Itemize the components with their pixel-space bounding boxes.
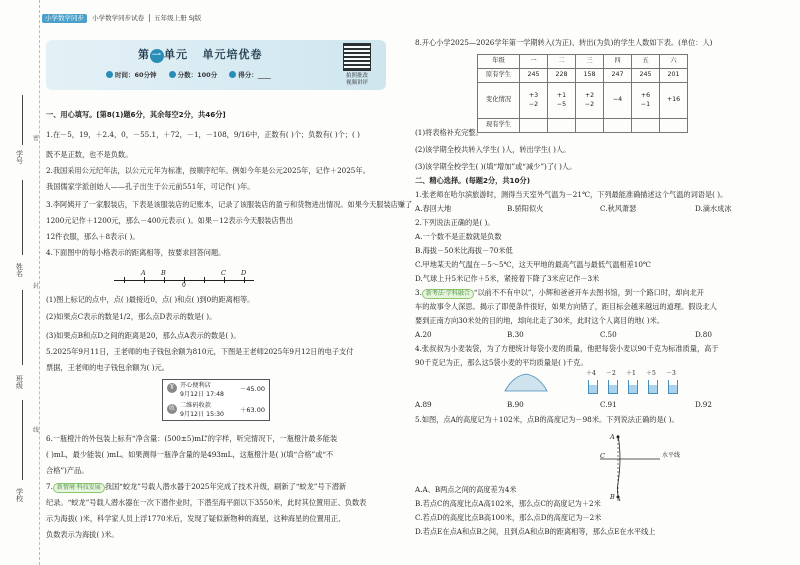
choice-4: 4.张叔叔为小麦装袋，为了方便统计每袋小麦的质量，他把每袋小麦以90千克为标准质量，高于 xyxy=(415,344,719,353)
q6-line2: ( )mL，最少能装( )mL。如果测得一瓶净含量的是493mL，这瓶橙汁是( )(填“合格”或“不 xyxy=(46,450,334,459)
series-title: 小学数学同步试卷 xyxy=(92,14,145,22)
unit-prefix: 第 xyxy=(138,48,150,61)
fill-line xyxy=(22,95,23,145)
change-value: −1 xyxy=(640,100,651,108)
table-header-cell: 一 xyxy=(520,55,548,69)
pen-icon xyxy=(229,71,236,78)
context-tag: 新情境·科技发展 xyxy=(53,483,105,493)
q3-line3: 12件衣服，那么＋8表示( )。 xyxy=(46,232,140,241)
point-d: D xyxy=(241,269,247,277)
q2-line2: 我国儒家学派创始人——孔子出生于公元前551年，可记作( )年。 xyxy=(46,182,255,191)
section-1-heading: 一、用心填写。[第8(1)题6分，其余每空2分，共46分] xyxy=(46,110,226,119)
q7-line2: 纪录。“蛟龙”号载人潜水器在一次下潜作业时，下潜至海平面以下3550米，此时其位置用正、负数表 xyxy=(46,498,367,507)
table-cell: 247 xyxy=(604,69,632,83)
point-c: C xyxy=(221,269,226,277)
table-cell-blank[interactable] xyxy=(576,119,604,133)
sea-level-label: 水平线 xyxy=(662,452,681,459)
fill-line xyxy=(22,400,23,480)
q4-part-2 xyxy=(46,312,216,322)
receipt-merchant: 开心便利店 xyxy=(180,382,211,389)
q1-text: 1.在－5，19，＋2.4，0，－55.1，＋72，－1，－108， xyxy=(46,130,234,139)
shop-icon: ¥ xyxy=(167,383,177,393)
row-label: 现有学生 xyxy=(478,119,520,133)
table-cell-blank[interactable] xyxy=(548,119,576,133)
receipt-time: 9月12日 17:48 xyxy=(180,391,224,398)
unit-title xyxy=(138,48,263,63)
bag-icon xyxy=(608,380,618,394)
score-icon xyxy=(169,71,176,78)
choice-5-option-d[interactable]: D.若点E在点A和点B之间，且到点A和点B的距离相等，那么点E在水平线上 xyxy=(415,527,656,536)
choice-4-option-b[interactable]: B.90 xyxy=(507,400,524,409)
table-cell: 228 xyxy=(548,69,576,83)
choice-5-option-c[interactable]: C.若点D的高度比点B高100米，那么点D的高度记为－2米 xyxy=(415,513,602,522)
table-cell: 201 xyxy=(660,69,688,83)
table-header-cell: 六 xyxy=(660,55,688,69)
change-value: −4 xyxy=(612,96,623,104)
school-label: 学校 xyxy=(15,488,24,502)
q1-line2: 既不是正数，也不是负数。 xyxy=(46,150,133,159)
q6-line3: 合格”)产品。 xyxy=(46,466,89,475)
qr-code-icon[interactable] xyxy=(343,43,371,71)
bag-value: ＋1 xyxy=(626,370,636,377)
table-cell-blank[interactable] xyxy=(604,119,632,133)
exam-title: 单元培优卷 xyxy=(202,48,263,61)
choice-1-option-c[interactable]: C.秋风萧瑟 xyxy=(600,204,637,213)
choice-2: 2.下列说法正确的是( )。 xyxy=(415,218,495,227)
table-header-cell: 三 xyxy=(576,55,604,69)
time-limit: 时间：60分钟 xyxy=(115,71,157,79)
q1-text-cont: 中，正数有( )个；负数有( )个；( ) xyxy=(249,130,360,139)
choice-3-option-a[interactable]: A.20 xyxy=(415,330,432,339)
unit-suffix: 单元 xyxy=(164,48,188,61)
score-field[interactable]: 得分：____ xyxy=(238,71,271,79)
q7-line3: 示为海拔( )米，科学家人员上浮1770米后，发现了疑似新物种的海星，这种海星的位置用正、 xyxy=(46,514,346,523)
class-label: 班级 xyxy=(15,375,24,389)
tick xyxy=(244,277,245,283)
choice-3-line3: 要到正南方向30米处的目的地，却向北走了30米，此时这个人离目的地( )米。 xyxy=(415,316,665,325)
table-cell xyxy=(604,83,632,119)
question-5: 5.2025年9月11日，王老师的电子钱包余额为810元，下图是王老师2025年9月12日的电子支付 xyxy=(46,347,354,356)
choice-4-option-c[interactable]: C.91 xyxy=(600,400,617,409)
q7-line4: 负数表示为海拔( )米。 xyxy=(46,530,119,539)
row-label: 变化情况 xyxy=(478,83,520,119)
fill-line xyxy=(22,290,23,365)
tick xyxy=(224,277,225,283)
point-a: A xyxy=(141,269,146,277)
table-cell-blank[interactable] xyxy=(520,119,548,133)
change-value: +6 xyxy=(640,92,651,100)
q3-line2: 1200元记作＋1200元，那么－400元表示( )。如果－12表示今天服装店售出 xyxy=(46,216,294,225)
change-value: −5 xyxy=(556,100,567,108)
receipt-amount: ＋63.00 xyxy=(239,406,265,414)
table-header-cell: 四 xyxy=(604,55,632,69)
change-value: +2 xyxy=(584,92,595,100)
bag-value: －3 xyxy=(666,370,676,377)
context-tag: 新考法·学科融合 xyxy=(422,289,474,299)
question-2: 2.我国采用公元纪年法，以公元元年为标准，按顺序纪年。例如今年是公元2025年，记作＋2025年。 xyxy=(46,166,370,175)
point-b-label: B xyxy=(610,493,615,501)
table-header-cell: 五 xyxy=(632,55,660,69)
question-8: 8.开心小学2025—2026学年第一学期转入(为正)、转出(为负)的学生人数如下表。(单位：人) xyxy=(415,38,713,47)
table-cell xyxy=(660,83,688,119)
choice-2-option-c[interactable]: C.甲地某天的气温在－5～5℃，这天甲地的最高气温与最低气温相差10℃ xyxy=(415,260,651,269)
q7-text: 我国“蛟龙”号载人潜水器于2025年完成了技术升级，刷新了“蛟龙”号下潜新 xyxy=(104,482,347,491)
q1-fraction: 9/16 xyxy=(233,130,250,139)
q8-part-1: (1)将表格补充完整。 xyxy=(415,128,483,137)
choice-1-option-a[interactable]: A.春回大地 xyxy=(415,204,452,213)
table-cell-blank[interactable] xyxy=(660,119,688,133)
qr-caption xyxy=(336,73,378,86)
bag-icon xyxy=(628,380,638,394)
seal-char: 封 xyxy=(33,283,40,290)
table-row xyxy=(478,119,688,133)
total-score: 分数：100分 xyxy=(177,71,218,79)
receipt-time: 9月12日 15:30 xyxy=(180,411,224,418)
choice-3-option-b[interactable]: B.30 xyxy=(507,330,524,339)
change-value: −2 xyxy=(584,100,595,108)
page-header xyxy=(42,14,201,26)
s3-text: “以前不不有中以”，小辉和爸爸开车去图书馆，到一个路口时，却向北开 xyxy=(473,288,704,297)
choice-3-line2: 车的故事令人深思。揭示了即使条件很好，如果方向错了，距目标会越来越远的道理。假设北人 xyxy=(415,302,717,311)
height-diagram xyxy=(590,433,710,503)
table-row xyxy=(478,69,688,83)
exam-meta xyxy=(106,71,281,80)
change-value: +3 xyxy=(528,92,539,100)
choice-2-option-b[interactable]: B.海拔－50米比海拔－70米低 xyxy=(415,246,513,255)
q4-2-text: (2)如果点C表示的数是 xyxy=(46,312,120,321)
q4-part-3: (3)如果点B和点D之间的距离是20，那么点A表示的数是( )。 xyxy=(46,331,241,340)
table-cell-blank[interactable] xyxy=(632,119,660,133)
choice-2-option-a[interactable]: A.一个数不是正数就是负数 xyxy=(415,232,502,241)
table-cell xyxy=(632,83,660,119)
choice-2-option-d[interactable]: D.气球上升5米记作＋5米，紧接着下降了3米应记作－3米 xyxy=(415,274,600,283)
choice-4-option-d[interactable]: D.92 xyxy=(695,400,712,409)
table-row xyxy=(478,83,688,119)
choice-5-option-b[interactable]: B.若点C的高度比点A高102米，那么点C的高度记为＋2米 xyxy=(415,499,601,508)
receipt-merchant: 二维码收款 xyxy=(180,402,211,409)
bag-value: ＋5 xyxy=(646,370,656,377)
receipt-amount: －45.00 xyxy=(239,385,265,393)
bag-value: －2 xyxy=(606,370,616,377)
point-a-label: A xyxy=(610,433,615,441)
q5-line2: 票据，王老师的电子钱包余额为( )元。 xyxy=(46,363,169,372)
change-value: +16 xyxy=(666,96,681,104)
table-cell: 245 xyxy=(520,69,548,83)
q8-part-2: (2)该学期全校共转入学生( )人，转出学生( )人。 xyxy=(415,145,571,154)
tick xyxy=(144,277,145,283)
choice-1: 1.张老师在哈尔滨旅游时，测得当天室外气温为－21℃，下列最能准确描述这个气温的词语是( )。 xyxy=(415,190,728,199)
table-header-cell: 年级 xyxy=(478,55,520,69)
unit-number-badge: 一 xyxy=(151,51,162,61)
seal-char: 线 xyxy=(33,427,40,434)
clock-icon xyxy=(106,71,113,78)
point-b: B xyxy=(161,269,166,277)
qr-caption-line: 拍照批改 xyxy=(345,73,368,79)
row-label: 原有学生 xyxy=(478,69,520,83)
seal-char: 密 xyxy=(33,135,40,142)
point-c-label: C xyxy=(600,452,605,460)
table-cell xyxy=(576,83,604,119)
bag-icon xyxy=(588,380,598,394)
grade-label: 五年级上册 SJ版 xyxy=(149,14,201,22)
question-7: 7. 新情境·科技发展 我国“蛟龙”号载人潜水器于2025年完成了技术升级，刷新了“蛟龙”号下潜新 xyxy=(46,482,346,493)
brand-logo: 小学数学同步 xyxy=(42,14,87,23)
question-1 xyxy=(46,130,360,140)
choice-1-option-d[interactable]: D.滴水成冰 xyxy=(695,204,732,213)
payment-receipt xyxy=(162,379,270,421)
table-cell: 158 xyxy=(576,69,604,83)
student-number-label: 学号 xyxy=(15,150,24,164)
tick xyxy=(164,277,165,283)
qr-receive-icon: 收 xyxy=(168,405,175,412)
transfer-table xyxy=(477,54,688,133)
question-3: 3.李阿姨开了一家服装店，下表是该服装店的记账本，记录了该服装店的盈亏和货物进出情况。如果今天服装店赚了 xyxy=(46,200,413,209)
wheat-pile-icon xyxy=(503,372,549,392)
table-cell xyxy=(520,83,548,119)
table-header-row xyxy=(478,55,688,69)
tick xyxy=(204,277,205,283)
bag-value: ＋4 xyxy=(586,370,596,377)
q4-2-text-cont: ，那么点D表示的数是( )。 xyxy=(130,312,217,321)
q4-2-fraction: 1/2 xyxy=(119,312,131,321)
choice-1-option-b[interactable]: B.骄阳似火 xyxy=(507,204,544,213)
question-6: 6.一瓶橙汁的外包装上标有“净含量：(500±5)mL”的字样，听完情况下，一瓶橙汁最多能装 xyxy=(46,434,338,443)
qr-caption-line: 视频讲评 xyxy=(345,79,368,86)
table-header-cell: 二 xyxy=(548,55,576,69)
section-2-heading: 二、精心选择。(每题2分，共10分) xyxy=(415,176,531,185)
choice-4-option-a[interactable]: A.89 xyxy=(415,400,432,409)
change-value: −2 xyxy=(528,100,539,108)
choice-3: 3. 新考法·学科融合 “以前不不有中以”，小辉和爸爸开车去图书馆，到一个路口时，却向北开 xyxy=(415,288,704,299)
change-value: +1 xyxy=(556,92,567,100)
bag-icon xyxy=(668,380,678,394)
tick xyxy=(124,277,125,283)
fill-line xyxy=(22,180,23,255)
zero-label: 0 xyxy=(182,282,186,289)
choice-5: 5.如图，点A的高度记为＋102米，点B的高度记为－98米。下列说法正确的是( )。 xyxy=(415,415,679,424)
bag-icon xyxy=(648,380,658,394)
choice-4-line2: 90千克记为正，那么这5袋小麦的平均质量是( )千克。 xyxy=(415,358,588,367)
choice-3-option-d[interactable]: D.80 xyxy=(695,330,712,339)
q8-part-3: (3)该学期全校学生( )(填“增加”或“减少”)了( )人。 xyxy=(415,162,577,171)
name-label: 姓名 xyxy=(15,263,24,277)
q4-part-1: (1)图上标记的点中，点( )最接近0，点( )和点( )到0的距离相等。 xyxy=(46,295,255,304)
unit-banner xyxy=(46,40,386,90)
choice-3-option-c[interactable]: C.50 xyxy=(600,330,617,339)
question-4: 4.下面图中的每小格表示的距离相等，按要求回答问题。 xyxy=(46,248,226,257)
table-cell: 245 xyxy=(632,69,660,83)
number-line xyxy=(114,269,254,289)
table-cell xyxy=(548,83,576,119)
choice-5-option-a[interactable]: A.A、B两点之间的高度差为4米 xyxy=(415,485,517,494)
